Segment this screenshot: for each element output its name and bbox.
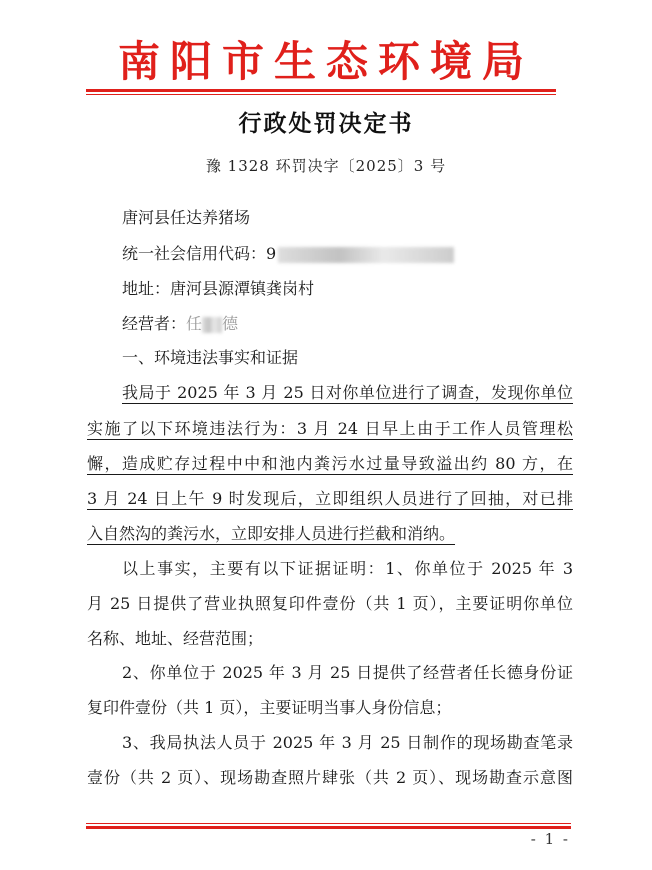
evidence-p2-line-1: 2、你单位于 2025 年 3 月 25 日提供了经营者任长德身份证 — [122, 663, 573, 682]
operator-visible-b: 德 — [222, 314, 239, 333]
document-title: 行政处罚决定书 — [238, 110, 414, 137]
letterhead-rule-thick — [86, 89, 556, 92]
operator-visible-a: 任 — [186, 314, 203, 333]
evidence-p3-line-1: 3、我局执法人员于 2025 年 3 月 25 日制作的现场勘查笔录 — [122, 733, 573, 752]
agency-letterhead: 南阳市生态环境局 — [117, 37, 534, 86]
facts-line-4: 3 月 24 日上午 9 时发现后，立即组织人员进行了回抽，对已排 — [87, 489, 573, 508]
credit-code-visible: 9 — [266, 244, 277, 263]
evidence-p1-line-1: 以上事实，主要有以下证据证明：1、你单位于 2025 年 3 — [122, 559, 573, 578]
operator-line — [122, 312, 238, 336]
section-heading-facts: 一、环境违法事实和证据 — [122, 348, 299, 367]
evidence-p2-line-2: 复印件壹份（共 1 页），主要证明当事人身份信息； — [87, 698, 452, 717]
operator-label: 经营者： — [122, 314, 187, 333]
facts-line-3: 懈，造成贮存过程中中和池内粪污水过量导致溢出约 80 方，在 — [87, 454, 573, 473]
evidence-p1-line-3: 名称、地址、经营范围； — [87, 629, 264, 648]
facts-line-2: 实施了以下环境违法行为：3 月 24 日早上由于工作人员管理松 — [87, 419, 573, 438]
footer-rule-thin — [86, 823, 571, 824]
page-number: - 1 - — [530, 830, 570, 848]
letterhead-rule-thin — [86, 94, 556, 95]
footer-rule-thick — [86, 826, 571, 829]
credit-code-redaction — [278, 247, 454, 263]
evidence-p1-line-2: 月 25 日提供了营业执照复印件壹份（共 1 页），主要证明你单位 — [87, 594, 573, 613]
party-address: 地址：唐河县源潭镇龚岗村 — [122, 279, 315, 298]
party-name: 唐河县任达养猪场 — [122, 208, 251, 227]
evidence-p3-line-2: 壹份（共 2 页）、现场勘查照片肆张（共 2 页）、现场勘查示意图 — [87, 768, 573, 787]
credit-code-label: 统一社会信用代码： — [122, 244, 267, 263]
operator-redaction — [202, 317, 222, 333]
credit-code-line — [122, 242, 454, 266]
facts-line-5: 入自然沟的粪污水，立即安排人员进行拦截和消纳。 — [87, 524, 456, 543]
document-number: 豫 1328 环罚决字〔2025〕3 号 — [205, 157, 447, 175]
facts-line-1: 我局于 2025 年 3 月 25 日对你单位进行了调查，发现你单位 — [122, 383, 573, 402]
